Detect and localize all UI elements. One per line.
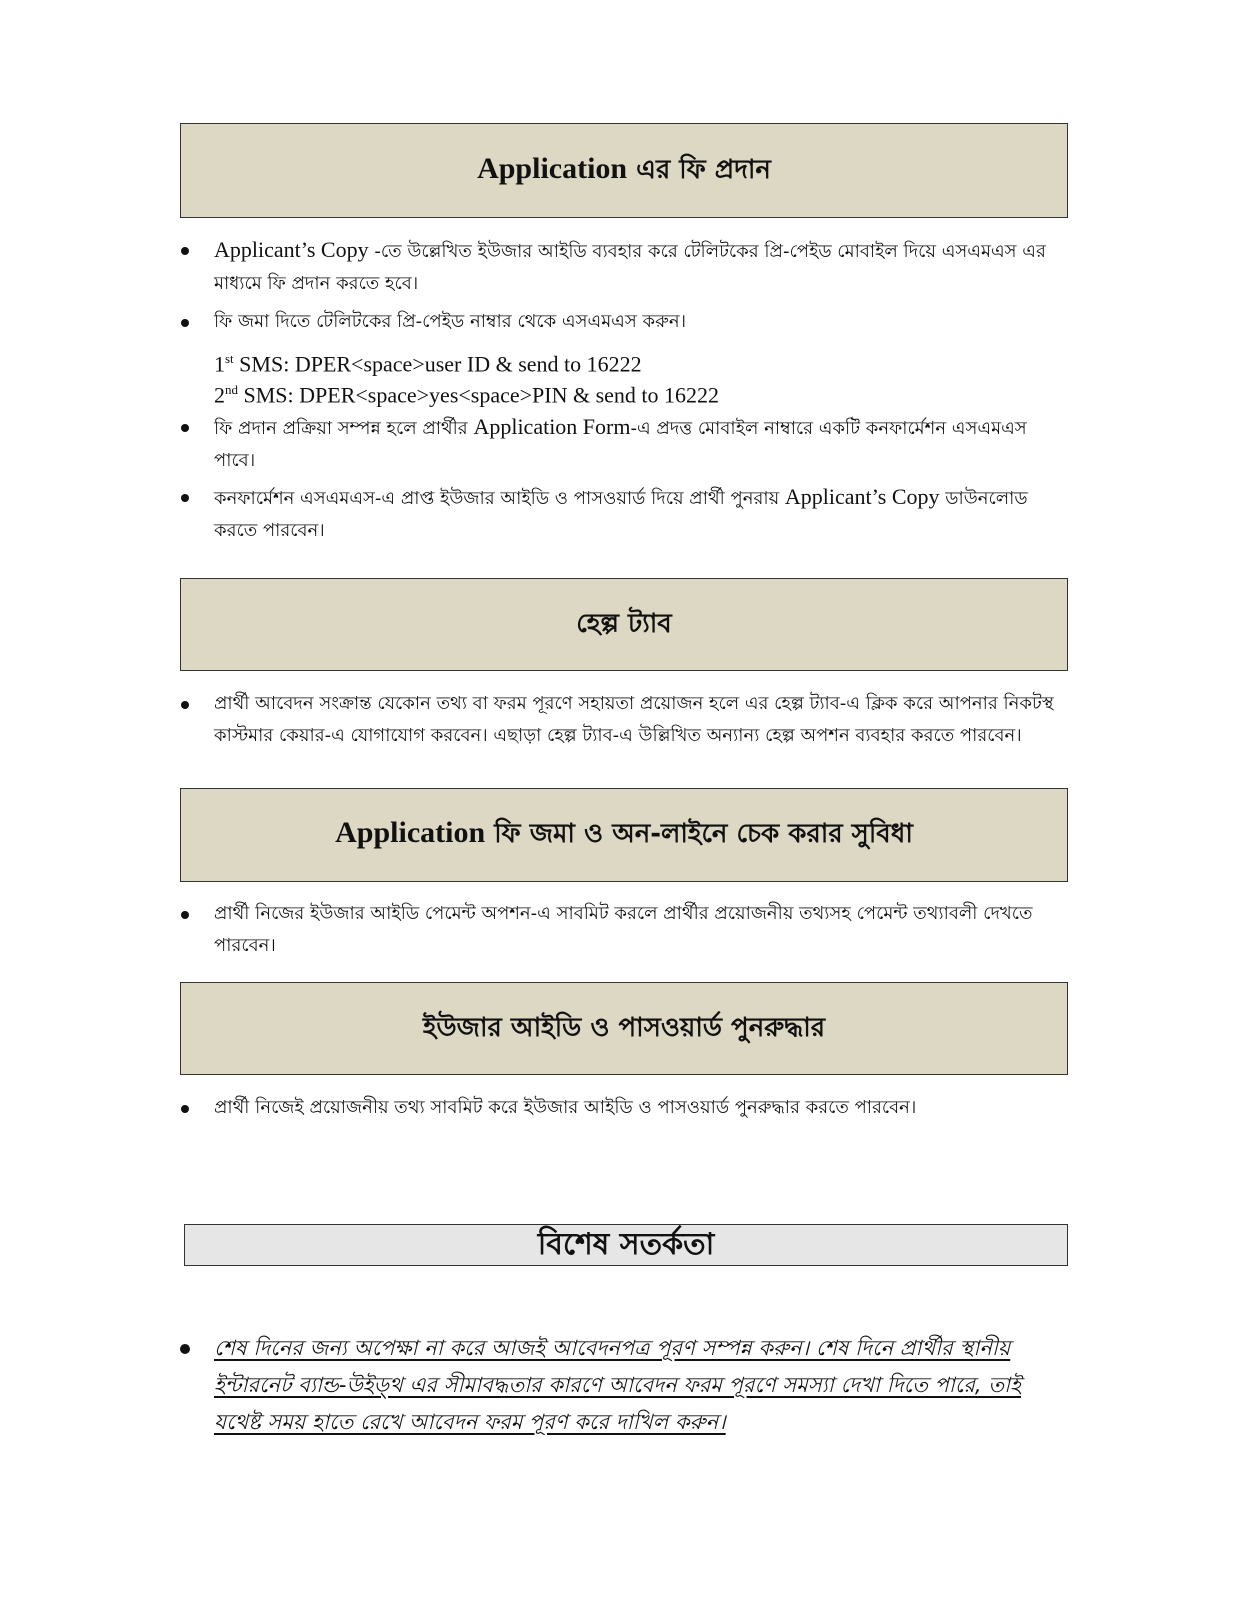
fee-confirmation-list xyxy=(180,411,1070,547)
list-item: Applicant’s Copy -তে উল্লেখিত ইউজার আইডি ব্যবহার করে টেলিটকের প্রি-পেইড মোবাইল দিয়ে এসএমএস এর মাধ্যমে ফি প্রদান করতে হবে। xyxy=(180,234,1070,300)
section-title: Application ফি জমা ও অন-লাইনে চেক করার সুবিধা xyxy=(335,816,913,849)
list-item: প্রার্থী নিজেই প্রয়োজনীয় তথ্য সাবমিট করে ইউজার আইডি ও পাসওয়ার্ড পুনরুদ্ধার করতে পারবেন। xyxy=(180,1092,1070,1124)
fee-payment-list xyxy=(180,234,1070,338)
list-item: প্রার্থী আবেদন সংক্রান্ত যেকোন তথ্য বা ফরম পূরণে সহায়তা প্রয়োজন হলে এর হেল্প ট্যাব-এ ক্লিক করে আপনার নিকটস্থ কাস্টমার কেয়ার-এ যোগাযোগ করবেন। এছাড়া হেল্প ট্যাব-এ উল্লিখিত অন্যান্য হেল্প অপশন ব্যবহার করতে পারবেন। xyxy=(180,688,1070,752)
help-tab-list xyxy=(180,688,1070,752)
list-item: কনফার্মেশন এসএমএস-এ প্রাপ্ত ইউজার আইডি ও পাসওয়ার্ড দিয়ে প্রার্থী পুনরায় Applicant’s Copy ডাউনলোড করতে পারবেন। xyxy=(180,481,1070,547)
list-item: প্রার্থী নিজের ইউজার আইডি পেমেন্ট অপশন-এ সাবমিট করলে প্রার্থীর প্রয়োজনীয় তথ্যসহ পেমেন্ট তথ্যাবলী দেখতে পারবেন। xyxy=(180,898,1070,962)
caution-list xyxy=(180,1330,1072,1441)
section-header-online-check xyxy=(180,788,1068,882)
section-title: Application এর ফি প্রদান xyxy=(477,151,771,185)
password-recovery-list xyxy=(180,1092,1070,1124)
section-title: ইউজার আইডি ও পাসওয়ার্ড পুনরুদ্ধার xyxy=(422,1012,826,1043)
list-item: ফি প্রদান প্রক্রিয়া সম্পন্ন হলে প্রার্থীর Application Form-এ প্রদত্ত মোবাইল নাম্বারে একটি কনফার্মেশন এসএমএস পাবে। xyxy=(180,411,1070,477)
section-header-special-caution xyxy=(184,1224,1068,1266)
section-title: হেল্প ট্যাব xyxy=(576,608,672,639)
section-header-password-recovery xyxy=(180,982,1068,1075)
section-header-application-fee xyxy=(180,123,1068,218)
online-check-list xyxy=(180,898,1070,962)
section-title: বিশেষ সতর্কতা xyxy=(537,1226,715,1262)
section-header-help-tab xyxy=(180,578,1068,671)
list-item: ফি জমা দিতে টেলিটকের প্রি-পেইড নাম্বার থেকে এসএমএস করুন। xyxy=(180,306,1070,338)
sms-instruction-2: 2nd SMS: DPER<space>yes<space>PIN & send to 16222 xyxy=(214,382,720,408)
sms-instruction-1: 1st SMS: DPER<space>user ID & send to 16222 xyxy=(214,351,642,377)
list-item: শেষ দিনের জন্য অপেক্ষা না করে আজই আবেদনপত্র পূরণ সম্পন্ন করুন। শেষ দিনে প্রার্থীর স্থানীয় ইন্টারনেট ব্যান্ড-উইড্থ এর সীমাবদ্ধতার কারণে আবেদন ফরম পূরণে সমস্যা দেখা দিতে পারে, তাই যথেষ্ট সময় হাতে রেখে আবেদন ফরম পূরণ করে দাখিল করুন। xyxy=(180,1330,1072,1441)
